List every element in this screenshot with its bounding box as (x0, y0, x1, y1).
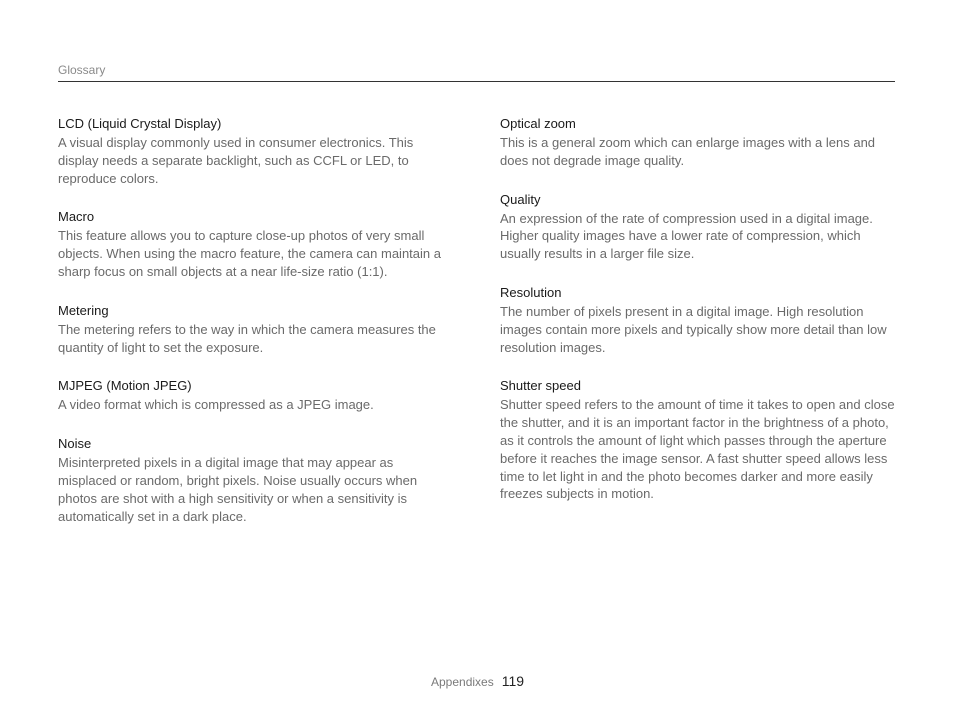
glossary-definition: The metering refers to the way in which the camera measures the quantity of light to set the exposure. (58, 321, 436, 355)
glossary-definition: A visual display commonly used in consumer electronics. This display needs a separate backlight, such as CCFL or LED, to reproduce colors. (58, 135, 414, 186)
glossary-definition: An expression of the rate of compression used in a digital image. Higher quality images have a lower rate of compression, which usually results in a larger file size. (500, 210, 873, 262)
glossary-term: Resolution (500, 284, 562, 300)
glossary-left-column (58, 115, 454, 525)
glossary-right-column (500, 115, 896, 503)
glossary-term: Noise (58, 436, 92, 452)
glossary-definition: A video format which is compressed as a JPEG image. (58, 397, 374, 413)
glossary-entry-macro (58, 208, 454, 280)
glossary-term: Quality (500, 191, 541, 207)
page-title: Glossary (58, 63, 106, 77)
glossary-entry-mjpeg (58, 377, 454, 414)
glossary-entry-resolution (500, 284, 896, 356)
glossary-definition: This feature allows you to capture close-up photos of very small objects. When using the macro feature, the camera can maintain a sharp focus on small objects at a near life-size ratio (1:1). (58, 228, 441, 279)
glossary-term: Macro (58, 209, 95, 225)
glossary-entry-optical-zoom (500, 115, 896, 170)
glossary-term: LCD (Liquid Crystal Display) (58, 116, 222, 131)
glossary-term: Metering (58, 302, 109, 318)
glossary-term: MJPEG (Motion JPEG) (58, 378, 192, 394)
glossary-definition: This is a general zoom which can enlarge images with a lens and does not degrade image quality. (500, 135, 876, 168)
glossary-definition: Shutter speed refers to the amount of time it takes to open and close the shutter, and it is an important factor in the brightness of a photo, as it controls the amount of light which passes through the aperture before it reaches the image sensor. A fast shutter speed allows less time to let light in and the photo becomes darker and more easily freezes subjects in motion. (500, 397, 895, 502)
glossary-definition: The number of pixels present in a digital image. High resolution images contain more pixels and typically show more detail than low resolution images. (500, 303, 887, 355)
footer-section-label: Appendixes (431, 675, 494, 689)
page-header (58, 62, 895, 82)
page-footer (431, 673, 524, 689)
glossary-definition: Misinterpreted pixels in a digital image that may appear as misplaced or random, bright pixels. Noise usually occurs when photos are shot with a high sensitivity or when a sensitivity is automatically set in a dark place. (58, 455, 418, 524)
glossary-entry-noise (58, 435, 454, 525)
glossary-term: Optical zoom (500, 116, 576, 131)
page-number: 119 (501, 673, 525, 689)
glossary-entry-shutter-speed (500, 377, 896, 503)
glossary-entry-quality (500, 191, 896, 263)
glossary-term: Shutter speed (500, 378, 581, 394)
glossary-entry-metering (58, 302, 454, 357)
glossary-entry-lcd (58, 115, 454, 187)
